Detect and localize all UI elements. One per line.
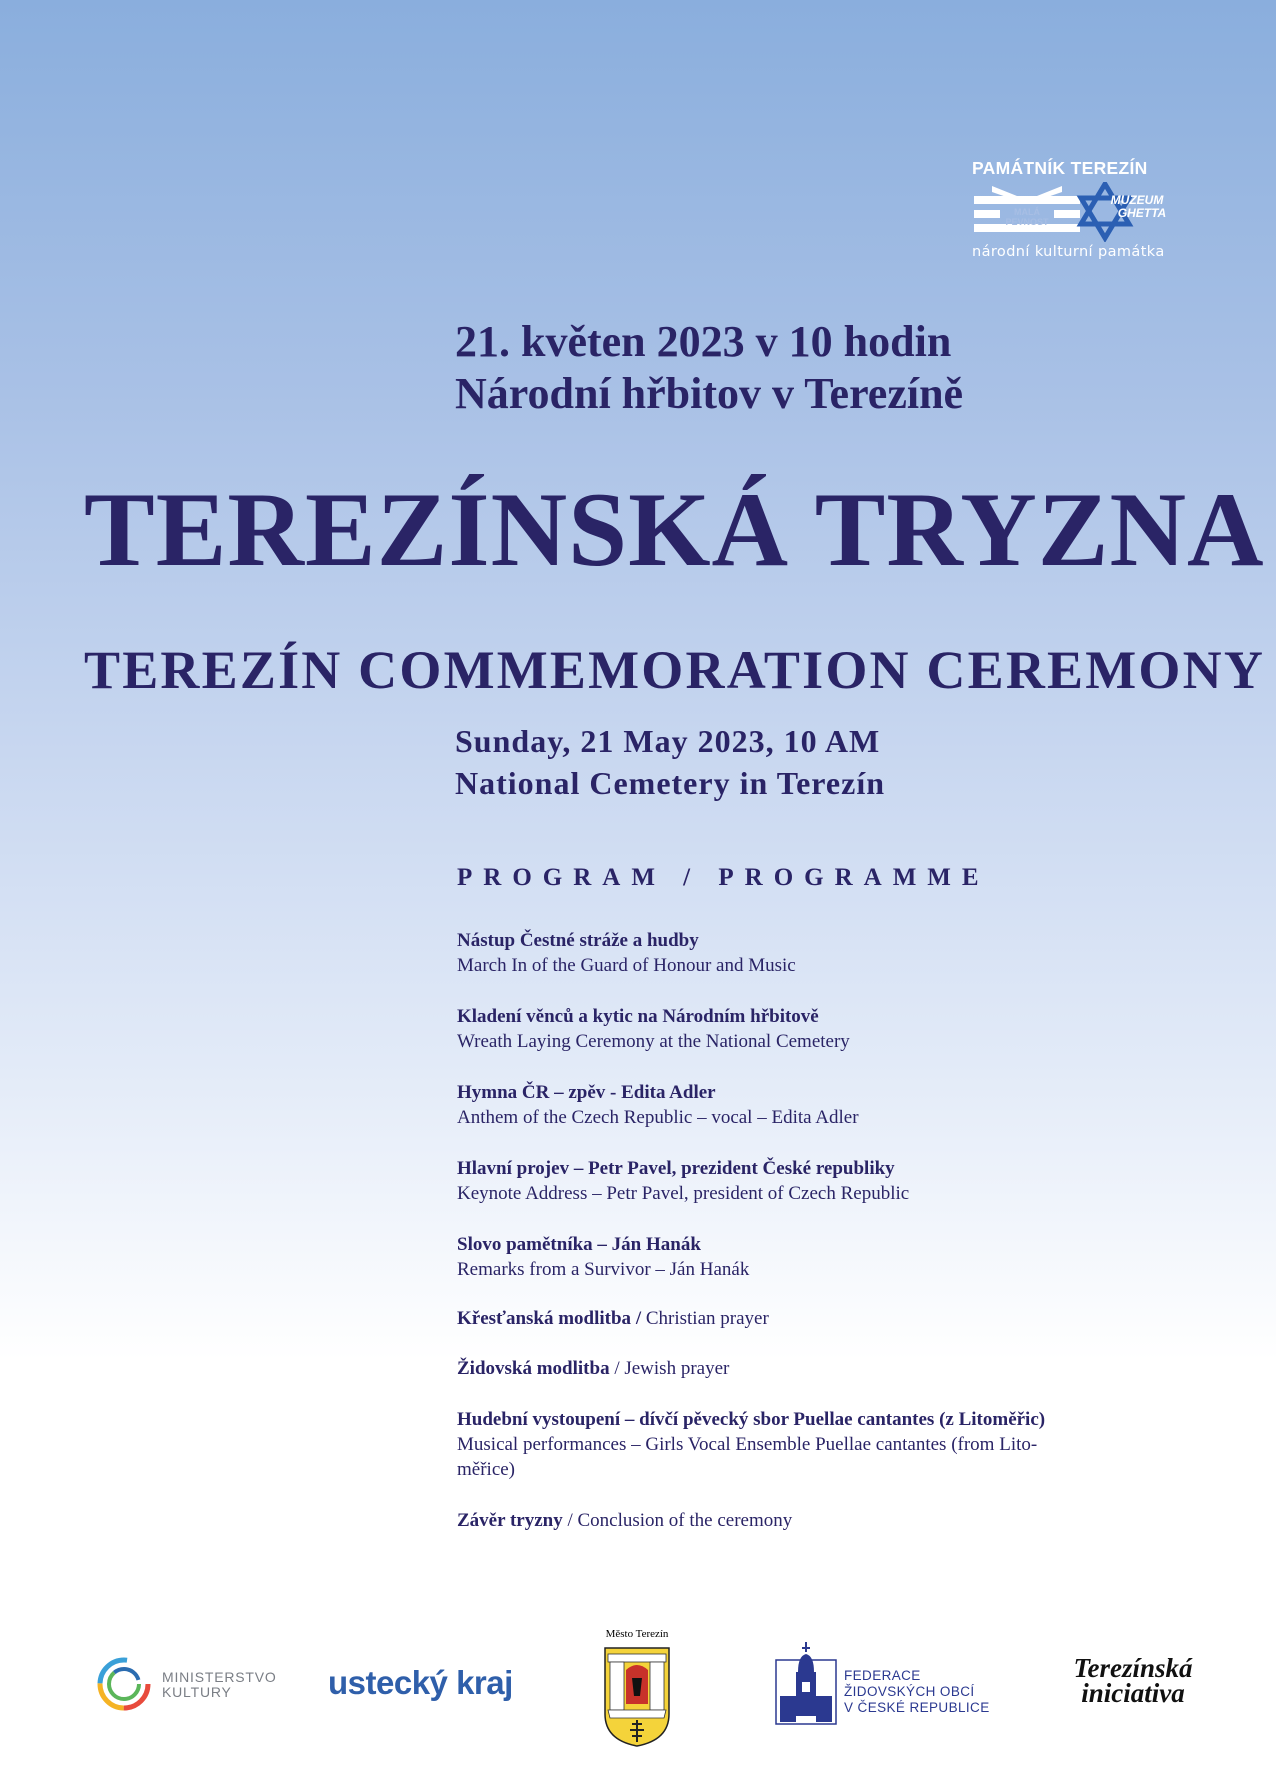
program-item-separator: / bbox=[609, 1358, 625, 1379]
program-item-en: Conclusion of the ceremony bbox=[577, 1510, 793, 1531]
program-item bbox=[457, 1232, 1097, 1282]
program-item-cz: Nástup Čestné stráže a hudby bbox=[457, 930, 699, 951]
program-item-en-cont: měřice) bbox=[457, 1459, 516, 1480]
program-item bbox=[457, 1156, 1097, 1206]
program-item-cz: Hymna ČR – zpěv - Edita Adler bbox=[457, 1082, 716, 1103]
date-cz-line2: Národní hřbitov v Terezíně bbox=[455, 369, 964, 418]
federace-zidovskych-obci-logo bbox=[774, 1642, 994, 1722]
program-item-separator: / bbox=[631, 1308, 646, 1329]
program-item bbox=[457, 1407, 1097, 1482]
ministerstvo-kultury-logo bbox=[96, 1656, 296, 1718]
program-item-cz: Křesťanská modlitba bbox=[457, 1308, 632, 1329]
logo-pevnost: PEVNOST bbox=[1005, 217, 1049, 227]
terezinska-iniciativa-logo bbox=[1058, 1653, 1208, 1708]
logo-title: PAMÁTNÍK TEREZÍN bbox=[972, 158, 1148, 178]
logo-emblem bbox=[972, 182, 1184, 242]
federace-line3: V ČESKÉ REPUBLICE bbox=[844, 1700, 990, 1715]
program-item bbox=[457, 928, 1097, 978]
federace-line2: ŽIDOVSKÝCH OBCÍ bbox=[844, 1684, 975, 1699]
logo-muzeum: MUZEUM bbox=[1110, 193, 1164, 207]
date-cz bbox=[455, 316, 963, 420]
program-item-cz: Hudební vystoupení – dívčí pěvecký sbor Puellae cantantes (z Litoměřic) bbox=[457, 1409, 1046, 1430]
logo-ghetta: GHETTA bbox=[1117, 206, 1167, 220]
federace-line1: FEDERACE bbox=[844, 1668, 921, 1683]
mesto-terezin-logo bbox=[596, 1628, 678, 1750]
pamatnik-terezin-logo bbox=[972, 158, 1184, 268]
title-cz: TEREZÍNSKÁ TRYZNA bbox=[84, 471, 1265, 588]
program-item-en: Wreath Laying Ceremony at the National Cemetery bbox=[457, 1031, 850, 1052]
ministerstvo-line1: MINISTERSTVO bbox=[162, 1669, 277, 1685]
program-item-cz: Židovská modlitba bbox=[457, 1358, 610, 1379]
ministerstvo-emblem-icon bbox=[96, 1656, 152, 1712]
program-item bbox=[457, 1004, 1097, 1054]
program-heading: PROGRAM / PROGRAMME bbox=[457, 864, 990, 891]
program-item-cz: Hlavní projev – Petr Pavel, prezident České republiky bbox=[457, 1158, 895, 1179]
program-item-en: Musical performances – Girls Vocal Ensemble Puellae cantantes (from Lito- bbox=[457, 1434, 1038, 1455]
date-en-line1: Sunday, 21 May 2023, 10 AM bbox=[455, 723, 881, 759]
program-item-cz: Slovo pamětníka – Ján Hanák bbox=[457, 1234, 701, 1255]
program-item bbox=[457, 1508, 1097, 1533]
logo-mala: MALÁ bbox=[1014, 207, 1040, 217]
iniciativa-line2: iniciativa bbox=[1081, 1678, 1185, 1708]
date-cz-line1: 21. květen 2023 v 10 hodin bbox=[455, 317, 952, 366]
program-item bbox=[457, 1356, 1097, 1381]
program-item-en: Jewish prayer bbox=[624, 1358, 730, 1379]
date-en-line2: National Cemetery in Terezín bbox=[455, 765, 886, 801]
program-item bbox=[457, 1080, 1097, 1130]
mesto-terezin-caption: Město Terezín bbox=[605, 1628, 669, 1640]
program-item-cz: Závěr tryzny bbox=[457, 1510, 563, 1531]
date-en bbox=[455, 720, 885, 804]
ministerstvo-line2: KULTURY bbox=[162, 1684, 232, 1700]
footer-logos bbox=[0, 1620, 1276, 1790]
program-item-en: March In of the Guard of Honour and Music bbox=[457, 955, 796, 976]
iniciativa-line1: Terezínská bbox=[1073, 1653, 1193, 1683]
program-item-en: Anthem of the Czech Republic – vocal – Edita Adler bbox=[457, 1107, 859, 1128]
program-item bbox=[457, 1306, 1097, 1331]
terezin-coat-of-arms-icon bbox=[602, 1644, 672, 1748]
federace-building-icon bbox=[774, 1642, 838, 1726]
ustecky-kraj-logo: ustecký kraj bbox=[328, 1664, 513, 1701]
program-item-en: Keynote Address – Petr Pavel, president of Czech Republic bbox=[457, 1183, 910, 1204]
program-item-cz: Kladení věnců a kytic na Národním hřbitově bbox=[457, 1006, 819, 1027]
title-en: TEREZÍN COMMEMORATION CEREMONY bbox=[84, 640, 1266, 700]
program-item-separator: / bbox=[562, 1510, 578, 1531]
program-item-en: Christian prayer bbox=[645, 1308, 769, 1329]
program-item-en: Remarks from a Survivor – Ján Hanák bbox=[457, 1259, 750, 1280]
logo-subtitle: národní kulturní památka bbox=[972, 244, 1165, 260]
